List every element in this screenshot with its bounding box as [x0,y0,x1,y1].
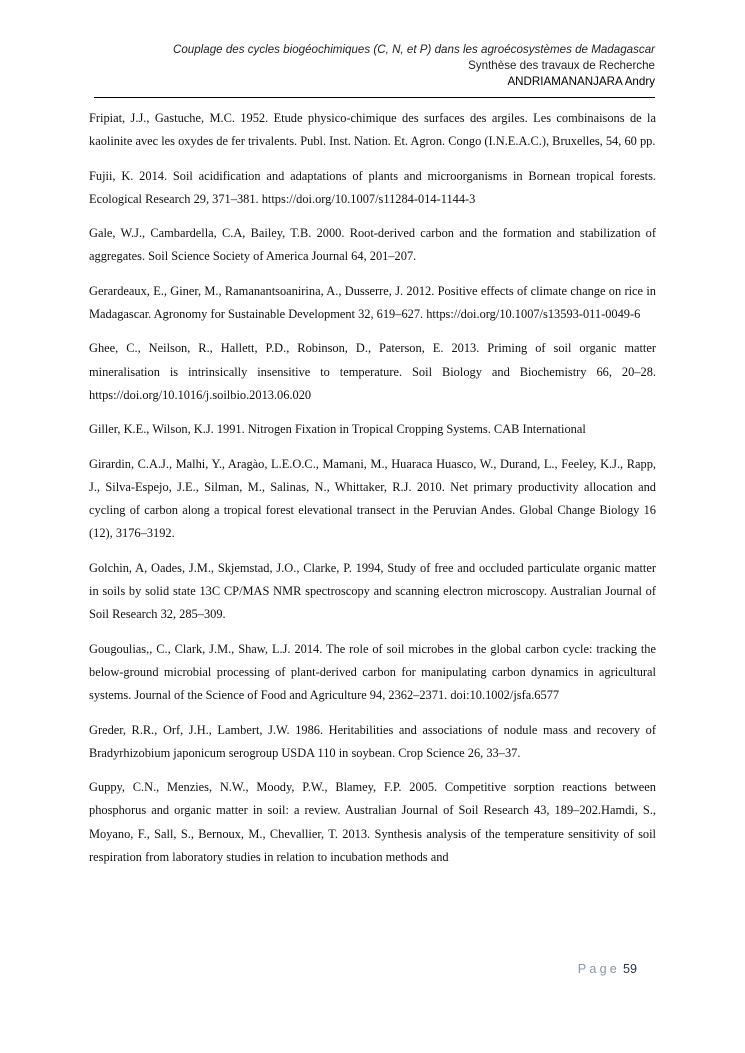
reference-entry: Ghee, C., Neilson, R., Hallett, P.D., Robinson, D., Paterson, E. 2013. Priming of soil organic matter mineralisation is intrinsically insensitive to temperature. Soil Biology and Biochemistry 66, 20–28. https://doi.org/10.1016/j.soilbio.2013.06.020 [89,341,656,402]
reference-entry: Fripiat, J.J., Gastuche, M.C. 1952. Etude physico-chimique des surfaces des argiles. Les combinaisons de la kaolinite avec les oxydes de fer trivalents. Publ. Inst. Nation. Et. Agron. Congo (I.N.E.A.C.), Bruxelles, 54, 60 pp. [89,111,656,149]
reference-entry: Girardin, C.A.J., Malhi, Y., Aragào, L.E.O.C., Mamani, M., Huaraca Huasco, W., Durand, L., Feeley, K.J., Rapp, J., Silva-Espejo, J.E., Silman, M., Salinas, N., Whittaker, R.J. 2010. Net primary productivity allocation and cycling of carbon along a tropical forest elevational transect in the Peruvian Andes. Global Change Biology 16 (12), 3176–3192. [89,456,656,541]
header-divider [94,97,655,98]
reference-list [89,107,656,880]
reference-entry: Guppy, C.N., Menzies, N.W., Moody, P.W., Blamey, F.P. 2005. Competitive sorption reactions between phosphorus and organic matter in soil: a review. Australian Journal of Soil Research 43, 189–202.Hamdi, S., Moyano, F., Sall, S., Bernoux, M., Chevallier, T. 2013. Synthesis analysis of the temperature sensitivity of soil respiration from laboratory studies in relation to incubation methods and [89,780,656,865]
reference-entry: Gougoulias,, C., Clark, J.M., Shaw, L.J. 2014. The role of soil microbes in the global carbon cycle: tracking the below-ground microbial processing of plant-derived carbon for manipulating carbon dynamics in agricultural systems. Journal of the Science of Food and Agriculture 94, 2362–2371. doi:10.1002/jsfa.6577 [89,641,656,703]
header-title: Couplage des cycles biogéochimiques (C, N, et P) dans les agroécosystèmes de Madagascar [172,43,655,56]
reference-entry: Golchin, A, Oades, J.M., Skjemstad, J.O., Clarke, P. 1994, Study of free and occluded particulate organic matter in soils by solid state 13C CP/MAS NMR spectroscopy and scanning electron microscopy. Australian Journal of Soil Research 32, 285–309. [89,560,656,622]
page-header [94,42,655,90]
reference-entry: Greder, R.R., Orf, J.H., Lambert, J.W. 1986. Heritabilities and associations of nodule mass and recovery of Bradyrhizobium japonicum serogroup USDA 110 in soybean. Crop Science 26, 33–37. [89,722,656,760]
header-subtitle: Synthèse des travaux de Recherche [468,59,655,72]
reference-entry: Giller, K.E., Wilson, K.J. 1991. Nitrogen Fixation in Tropical Cropping Systems. CAB International [89,422,586,437]
header-author: ANDRIAMANANJARA Andry [507,75,655,88]
page-footer [578,962,637,976]
reference-entry: Gale, W.J., Cambardella, C.A, Bailey, T.B. 2000. Root-derived carbon and the formation and stabilization of aggregates. Soil Science Society of America Journal 64, 201–207. [89,226,656,264]
reference-entry: Fujii, K. 2014. Soil acidification and adaptations of plants and microorganisms in Bornean tropical forests. Ecological Research 29, 371–381. https://doi.org/10.1007/s11284-014-1144-3 [89,168,656,206]
page-number: 59 [622,962,637,976]
reference-entry: Gerardeaux, E., Giner, M., Ramanantsoanirina, A., Dusserre, J. 2012. Positive effects of climate change on rice in Madagascar. Agronomy for Sustainable Development 32, 619–627. https://doi.org/10.1007/s13593-011-0049-6 [89,283,656,322]
page-label: Page [577,962,620,976]
